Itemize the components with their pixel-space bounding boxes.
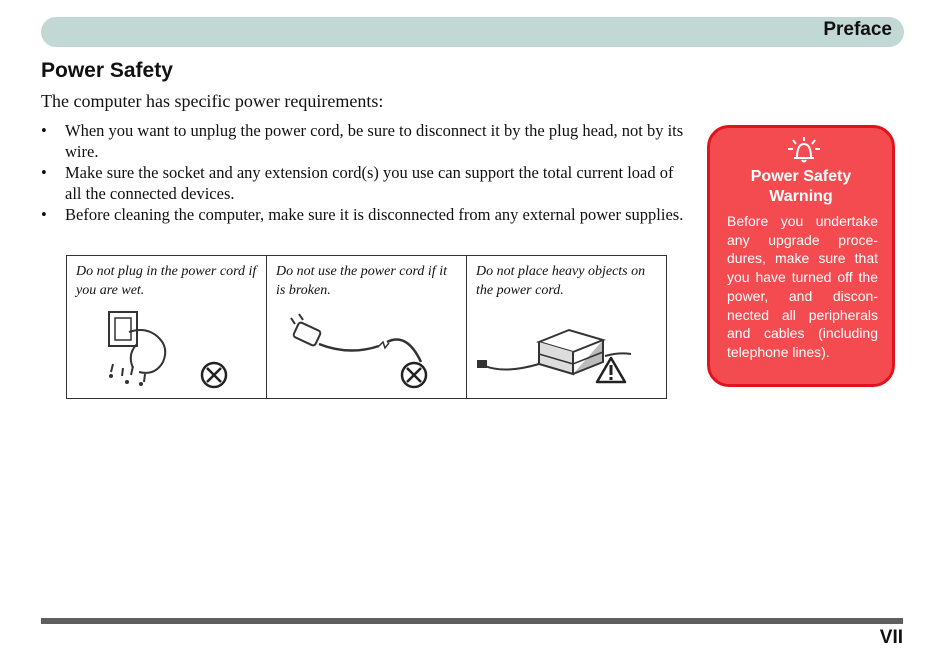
alarm-bell-icon [786,136,822,164]
footer-rule [41,618,903,624]
section-intro: The computer has specific power requirements: [41,91,384,111]
header-bar [41,17,904,47]
illustration-cell [267,256,467,399]
prohibited-icon [200,361,228,389]
list-item-text: When you want to unplug the power cord, be sure to disconnect it by the plug head, not by its wire. [65,121,684,161]
header-title: Preface [823,19,892,40]
page-number: VII [879,627,903,648]
bullet-marker: • [41,121,47,140]
wet-hands-plug-illustration [67,304,267,394]
warning-text: Before you undertake any upgrade proce-dures, make sure that you have turned off the power, and discon-nected all peripherals and cables (including telephone lines). [727,213,878,360]
list-item [41,120,691,162]
warning-title [710,167,892,207]
section-title: Power Safety [41,59,173,82]
warning-title-line1: Power Safety [750,168,852,185]
list-item [41,162,691,204]
warning-triangle-icon [595,356,627,384]
bullet-marker: • [41,205,47,224]
warning-title-line2: Warning [769,188,833,205]
prohibited-icon [400,361,428,389]
illustration-caption: Do not plug in the power cord if you are wet. [76,264,257,298]
illustration-caption: Do not use the power cord if it is broken. [276,264,447,298]
list-item [41,204,691,225]
bullet-list [41,120,691,225]
illustration-cell [467,256,667,399]
list-item-text: Before cleaning the computer, make sure it is disconnected from any external power supplies. [65,205,684,224]
heavy-objects-on-cord-illustration [467,304,667,394]
illustration-cell [67,256,267,399]
broken-cord-illustration [267,304,467,394]
list-item-text: Make sure the socket and any extension cord(s) you use can support the total current load of all the connected devices. [65,163,674,203]
bullet-marker: • [41,163,47,182]
safety-illustrations-table [66,255,667,399]
power-safety-warning-box [707,125,895,387]
illustration-caption: Do not place heavy objects on the power cord. [476,264,646,298]
